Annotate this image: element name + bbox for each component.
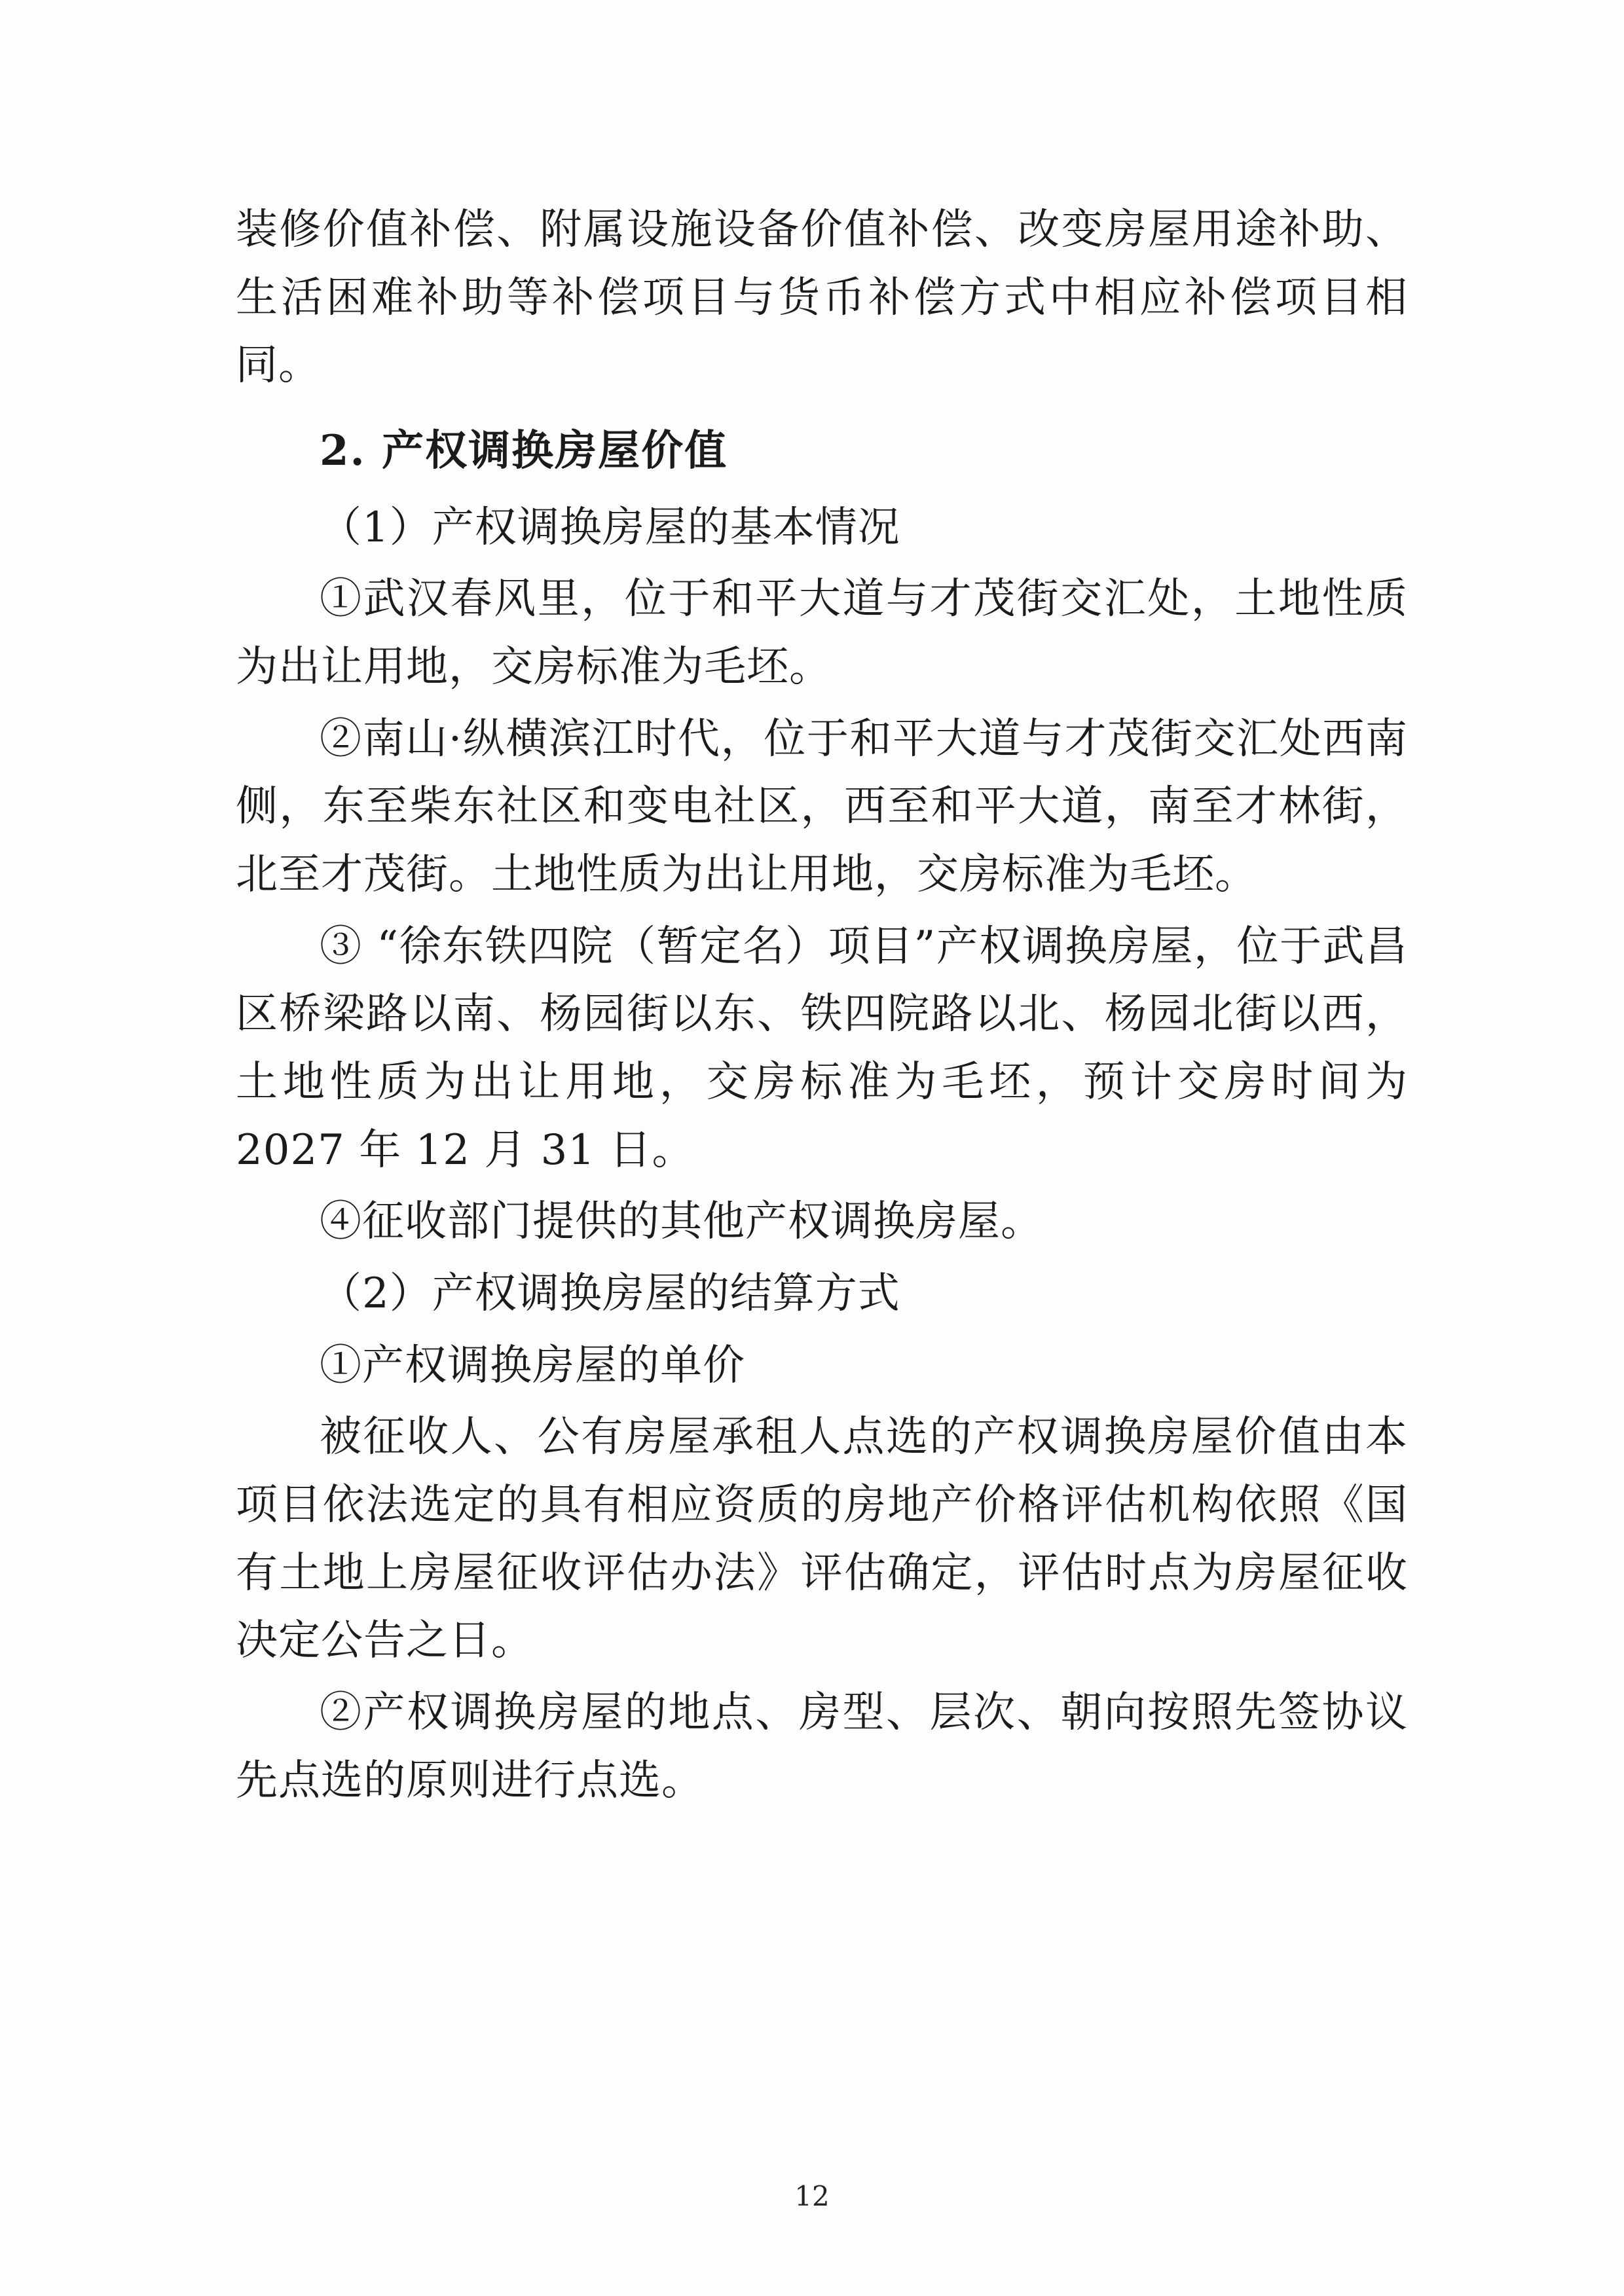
paragraph-basic-situation-title: （1）产权调换房屋的基本情况	[320, 503, 900, 552]
paragraph-item-2-nanshan-zongheng: ②南山·纵横滨江时代，位于和平大道与才茂街交汇处西南侧，东至柴东社区和变电社区，西至和平大道，南至才林街，北至才茂街。土地性质为出让用地，交房标准为毛坯。	[236, 714, 1408, 900]
paragraph-settlement-method-title: （2）产权调换房屋的结算方式	[320, 1269, 900, 1319]
page-number: 12	[794, 2180, 830, 2212]
paragraph-selection-rule: ②产权调换房屋的地点、房型、层次、朝向按照先签协议先点选的原则进行点选。	[236, 1688, 1408, 1805]
paragraph-item-3-xudong-tiesiyuan: ③ “徐东铁四院（暂定名）项目”产权调换房屋，位于武昌区桥梁路以南、杨园街以东、铁四院路以北、杨园北街以西，土地性质为出让用地，交房标准为毛坯，预计交房时间为 2027 年 12 月 31 日。	[236, 922, 1408, 1175]
paragraph-continuation: 装修价值补偿、附属设施设备价值补偿、改变房屋用途补助、生活困难补助等补偿项目与货币补偿方式中相应补偿项目相同。	[236, 206, 1408, 390]
paragraph-unit-price-title: ①产权调换房屋的单价	[320, 1341, 745, 1390]
section-heading-property-exchange-value: 2. 产权调换房屋价值	[320, 426, 728, 476]
document-body	[236, 196, 1408, 1815]
paragraph-item-1-wuhan-chunfengli: ①武汉春风里，位于和平大道与才茂街交汇处，土地性质为出让用地，交房标准为毛坯。	[236, 575, 1408, 692]
paragraph-valuation-description: 被征收人、公有房屋承租人点选的产权调换房屋价值由本项目依法选定的具有相应资质的房地产价格评估机构依照《国有土地上房屋征收评估办法》评估确定，评估时点为房屋征收决定公告之日。	[236, 1413, 1408, 1666]
paragraph-item-4-other-houses: ④征收部门提供的其他产权调换房屋。	[320, 1197, 1043, 1247]
